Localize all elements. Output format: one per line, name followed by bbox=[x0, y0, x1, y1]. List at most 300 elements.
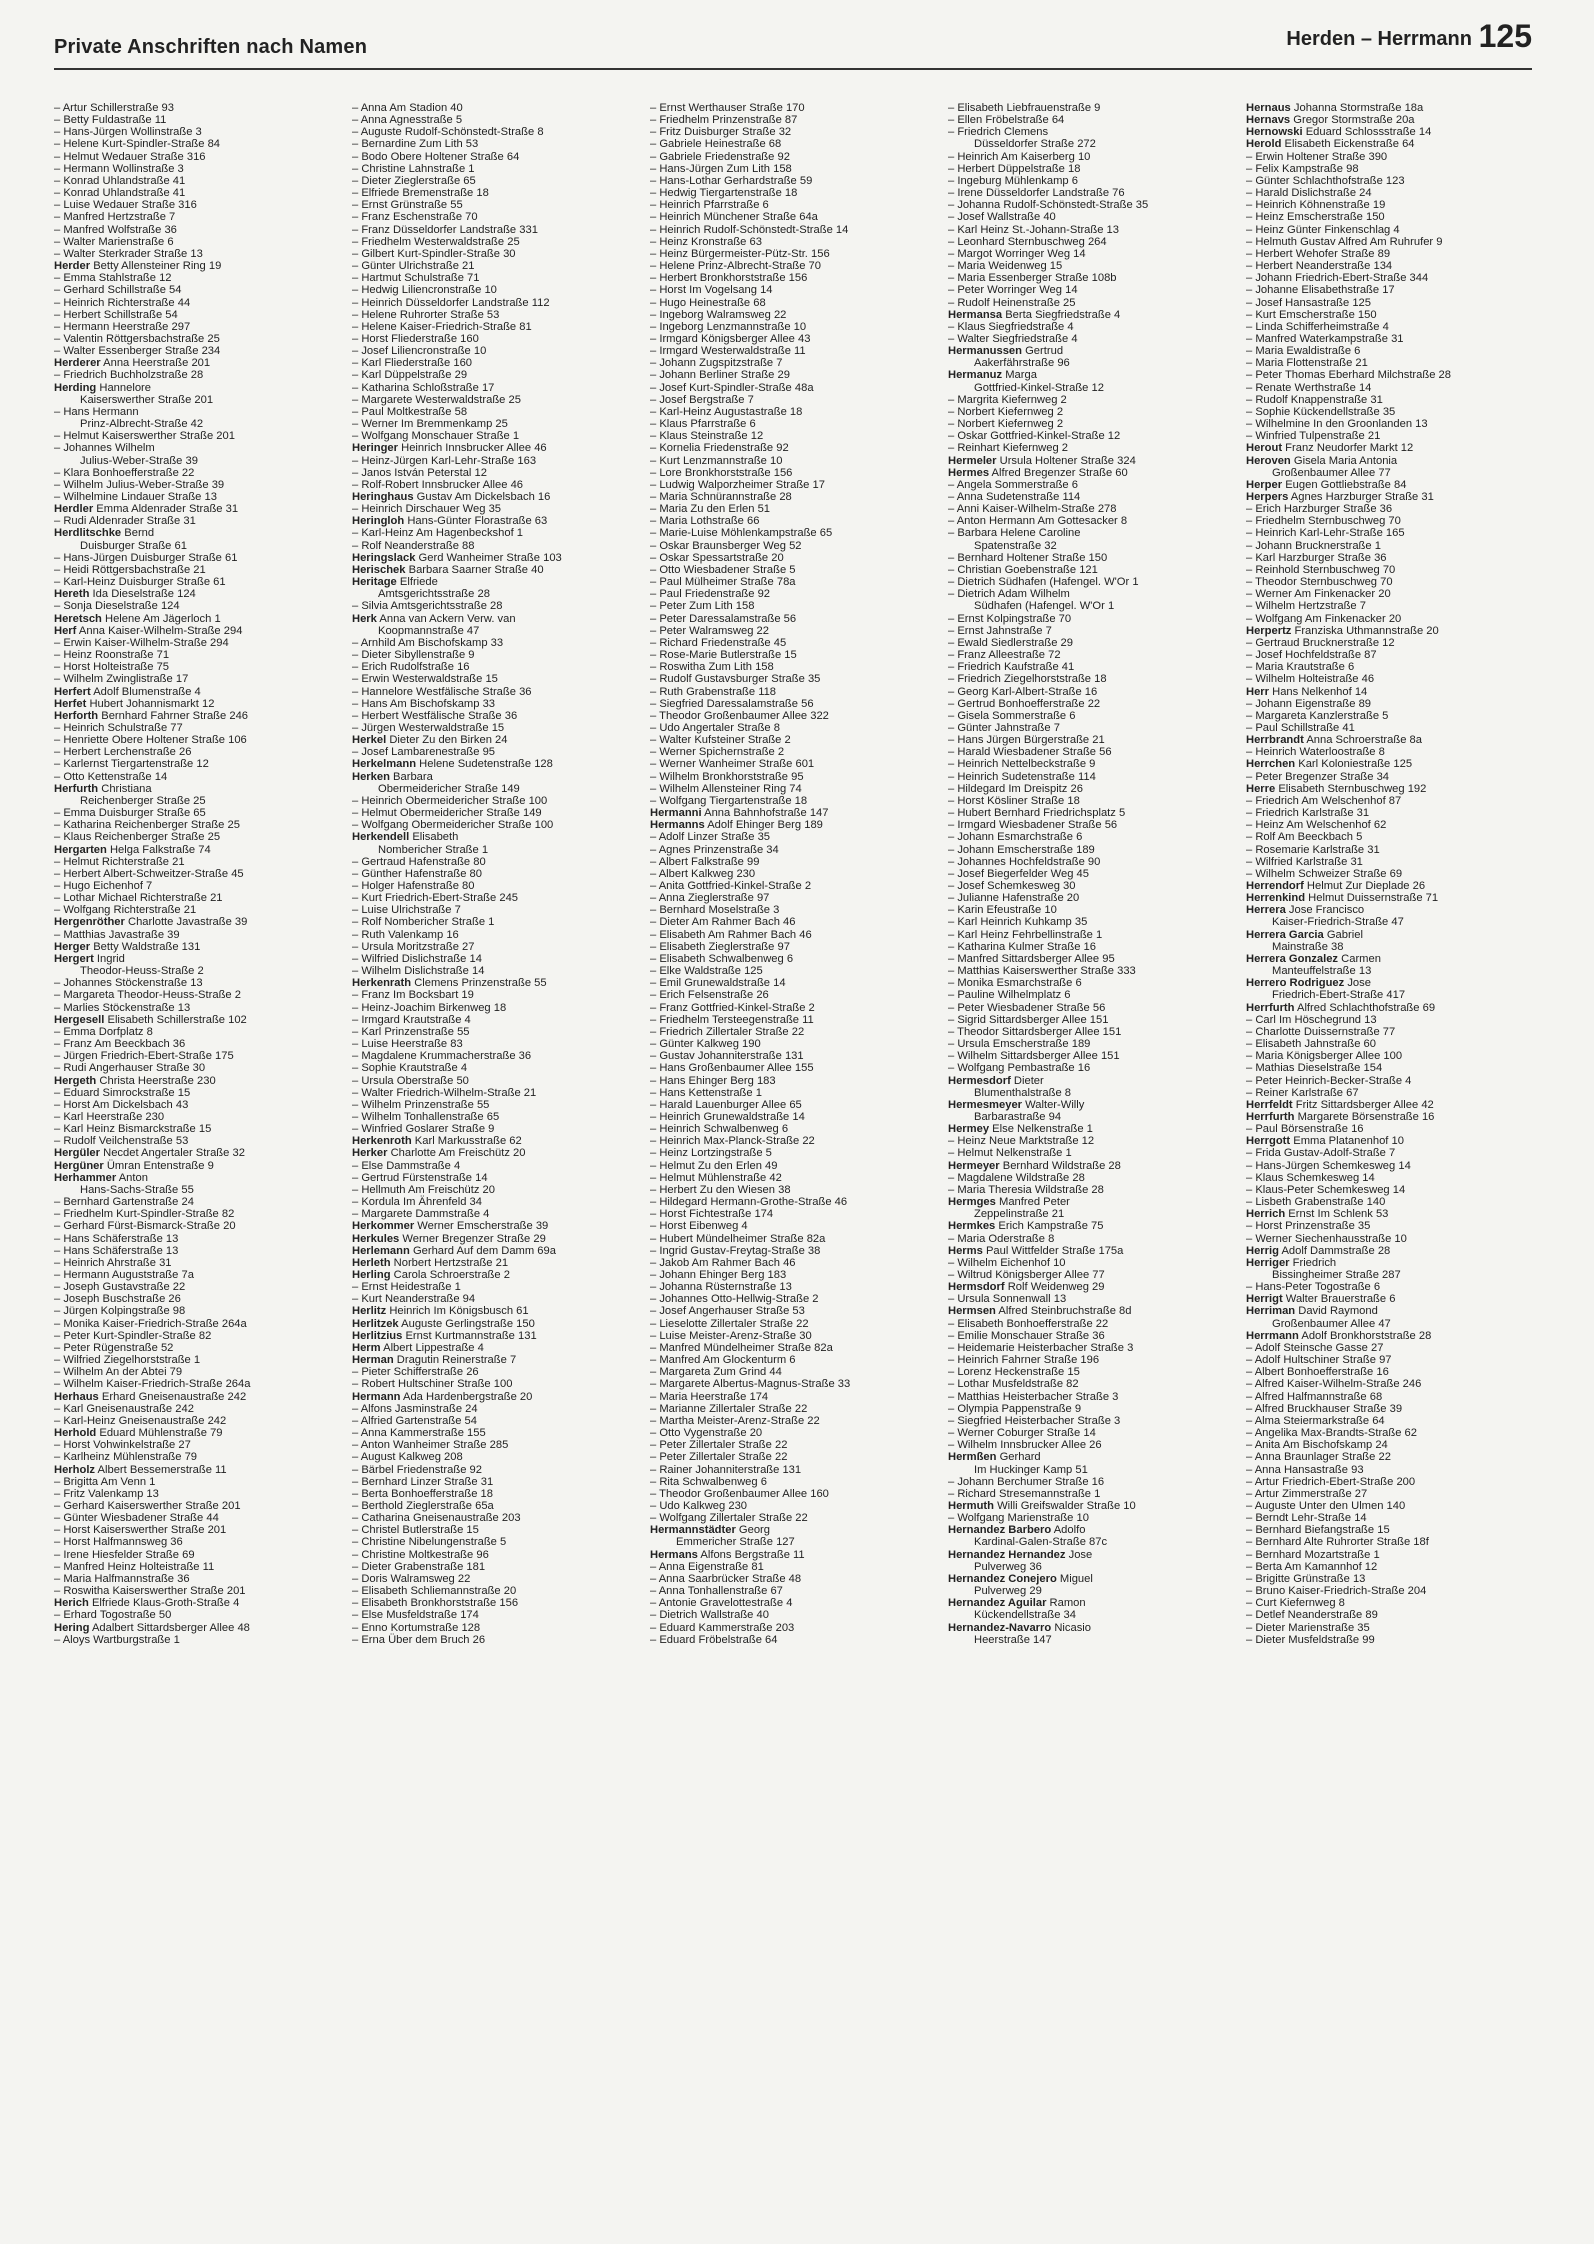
directory-entry bbox=[352, 1026, 644, 1038]
entry-text: – Linda Schifferheimstraße 4 bbox=[1246, 320, 1389, 333]
directory-entry bbox=[54, 1609, 346, 1621]
entry-text: – Hans-Peter Togostraße 6 bbox=[1246, 1281, 1381, 1294]
entry-text: Hannelore bbox=[99, 381, 151, 394]
entry-text: Anna Heerstraße 201 bbox=[103, 357, 211, 370]
directory-entry bbox=[54, 1245, 346, 1257]
entry-text: Friedrich bbox=[1292, 1256, 1337, 1269]
directory-entry bbox=[650, 1002, 942, 1014]
directory-entry-main bbox=[948, 1220, 1240, 1232]
directory-entry bbox=[650, 114, 942, 126]
directory-entry-main bbox=[1246, 102, 1538, 114]
entry-text: – Konrad Uhlandstraße 41 bbox=[54, 187, 186, 200]
entry-text: Dragutin Reinerstraße 7 bbox=[396, 1354, 517, 1367]
entry-text: – Maria Halfmannstraße 36 bbox=[54, 1572, 190, 1585]
entry-text: – Josef Bergstraße 7 bbox=[650, 393, 754, 406]
directory-entry bbox=[352, 661, 644, 673]
surname: Hermsen bbox=[948, 1305, 996, 1318]
directory-entry bbox=[352, 1111, 644, 1123]
entry-text: – Hugo Heinestraße 68 bbox=[650, 296, 766, 309]
surname: Hermanuz bbox=[948, 369, 1003, 382]
directory-entry bbox=[650, 491, 942, 503]
directory-entry bbox=[650, 1305, 942, 1317]
directory-entry bbox=[1246, 284, 1538, 296]
directory-entry bbox=[54, 1002, 346, 1014]
directory-entry bbox=[650, 989, 942, 1001]
directory-entry bbox=[948, 1147, 1240, 1159]
entry-text: – Friedhelm Kurt-Spindler-Straße 82 bbox=[54, 1208, 235, 1221]
entry-text: – Joseph Gustavstraße 22 bbox=[54, 1281, 186, 1294]
entry-text: – Heinrich Obermeidericher Straße 100 bbox=[352, 794, 548, 807]
directory-entry bbox=[650, 710, 942, 722]
directory-entry-continuation bbox=[948, 600, 1240, 612]
directory-entry-main bbox=[948, 467, 1240, 479]
directory-entry bbox=[650, 211, 942, 223]
entry-text: Eduard Mühlenstraße 79 bbox=[99, 1427, 223, 1440]
directory-entry bbox=[948, 1269, 1240, 1281]
entry-text: Elisabeth Eickenstraße 64 bbox=[1284, 138, 1415, 151]
directory-entry bbox=[650, 163, 942, 175]
entry-text: – Berthold Zieglerstraße 65a bbox=[352, 1499, 494, 1512]
entry-text: – Franz Am Beeckbach 36 bbox=[54, 1038, 186, 1051]
entry-text: – Winfried Tulpenstraße 21 bbox=[1246, 430, 1381, 443]
entry-text: – Heinrich Karl-Lehr-Straße 165 bbox=[1246, 527, 1405, 540]
directory-entry bbox=[650, 333, 942, 345]
entry-text: Gerd Wanheimer Straße 103 bbox=[418, 551, 562, 564]
directory-entry bbox=[948, 783, 1240, 795]
directory-entry bbox=[650, 1609, 942, 1621]
entry-text: Zeppelinstraße 21 bbox=[974, 1208, 1065, 1221]
entry-text: Heinrich Im Königsbusch 61 bbox=[389, 1305, 529, 1318]
entry-text: – Alfred Halfmannstraße 68 bbox=[1246, 1390, 1383, 1403]
directory-entry bbox=[352, 1622, 644, 1634]
entry-text: – Herbert Zu den Wiesen 38 bbox=[650, 1183, 791, 1196]
directory-entry-continuation bbox=[54, 965, 346, 977]
directory-entry-main bbox=[1246, 114, 1538, 126]
entry-text: – Georg Karl-Albert-Straße 16 bbox=[948, 685, 1098, 698]
entry-text: Ernst Im Schlenk 53 bbox=[1288, 1208, 1389, 1221]
directory-entry bbox=[1246, 163, 1538, 175]
directory-entry bbox=[948, 771, 1240, 783]
directory-entry bbox=[54, 552, 346, 564]
surname: Herpertz bbox=[1246, 624, 1292, 637]
directory-entry bbox=[54, 819, 346, 831]
entry-text: – Wilhelm Innsbrucker Allee 26 bbox=[948, 1439, 1102, 1452]
directory-entry-main bbox=[352, 552, 644, 564]
entry-text: – Elisabeth Jahnstraße 60 bbox=[1246, 1038, 1376, 1051]
directory-entry bbox=[1246, 1427, 1538, 1439]
directory-entry bbox=[352, 1524, 644, 1536]
entry-text: – Heinrich Grunewaldstraße 14 bbox=[650, 1110, 805, 1123]
directory-entry bbox=[650, 1293, 942, 1305]
directory-entry-main bbox=[54, 1014, 346, 1026]
entry-text: – Johann Esmarchstraße 6 bbox=[948, 831, 1083, 844]
directory-entry bbox=[650, 868, 942, 880]
directory-entry-continuation bbox=[948, 138, 1240, 150]
entry-text: Auguste Gerlingstraße 150 bbox=[401, 1317, 535, 1330]
surname: Herk bbox=[352, 612, 377, 625]
directory-entry bbox=[352, 1062, 644, 1074]
directory-entry bbox=[352, 1123, 644, 1135]
entry-text: – Ernst Jahnstraße 7 bbox=[948, 624, 1052, 637]
surname: Herding bbox=[54, 381, 97, 394]
directory-entry bbox=[1246, 710, 1538, 722]
entry-text: – Walter Friedrich-Wilhelm-Straße 21 bbox=[352, 1086, 537, 1099]
entry-text: – Matthias Kaiserswerther Straße 333 bbox=[948, 965, 1136, 978]
directory-entry bbox=[650, 284, 942, 296]
entry-text: – Herbert Neanderstraße 134 bbox=[1246, 260, 1393, 273]
entry-text: – Walter Siegfriedstraße 4 bbox=[948, 332, 1078, 345]
directory-entry bbox=[352, 527, 644, 539]
entry-text: Ingrid bbox=[96, 952, 125, 965]
entry-text: Ada Hardenbergstraße 20 bbox=[403, 1390, 533, 1403]
entry-text: – Matthias Heisterbacher Straße 3 bbox=[948, 1390, 1119, 1403]
directory-entry bbox=[54, 856, 346, 868]
directory-entry bbox=[650, 175, 942, 187]
directory-entry bbox=[650, 1573, 942, 1585]
entry-text: – Anton Wanheimer Straße 285 bbox=[352, 1439, 509, 1452]
surname: Hermesdorf bbox=[948, 1074, 1011, 1087]
directory-entry bbox=[1246, 1451, 1538, 1463]
entry-text: – Gertrud Bonhoefferstraße 22 bbox=[948, 697, 1101, 710]
directory-entry-continuation bbox=[948, 1208, 1240, 1220]
entry-text: – Oskar Braunsberger Weg 52 bbox=[650, 539, 802, 552]
entry-text: – Rolf Nombericher Straße 1 bbox=[352, 916, 495, 929]
directory-entry bbox=[1246, 406, 1538, 418]
entry-text: – Wilhelm Prinzenstraße 55 bbox=[352, 1098, 490, 1111]
entry-text: – Margareta Theodor-Heuss-Straße 2 bbox=[54, 989, 241, 1002]
entry-text: – Ruth Grabenstraße 118 bbox=[650, 685, 777, 698]
entry-text: – Bärbel Friedenstraße 92 bbox=[352, 1463, 482, 1476]
directory-entry-main bbox=[948, 1123, 1240, 1135]
entry-text: – Günter Wiesbadener Straße 44 bbox=[54, 1512, 219, 1525]
surname: Hermges bbox=[948, 1196, 996, 1209]
directory-entry bbox=[948, 1002, 1240, 1014]
entry-text: – Artur Friedrich-Ebert-Straße 200 bbox=[1246, 1475, 1416, 1488]
directory-entry bbox=[54, 1451, 346, 1463]
directory-entry bbox=[650, 345, 942, 357]
entry-text: Walter-Willy bbox=[1025, 1098, 1085, 1111]
directory-entry bbox=[1246, 1476, 1538, 1488]
directory-entry bbox=[54, 442, 346, 454]
directory-entry bbox=[352, 369, 644, 381]
surname: Herr bbox=[1246, 685, 1270, 698]
surname: Herrenkind bbox=[1246, 892, 1306, 905]
entry-text: – Wilhelm Julius-Weber-Straße 39 bbox=[54, 478, 225, 491]
entry-text: – Gertrud Fürstenstraße 14 bbox=[352, 1171, 488, 1184]
entry-text: – Anna Eigenstraße 81 bbox=[650, 1560, 764, 1573]
directory-entry bbox=[1246, 175, 1538, 187]
directory-entry bbox=[650, 1099, 942, 1111]
surname: Herrera Garcia bbox=[1246, 928, 1324, 941]
directory-entry-main bbox=[352, 1391, 644, 1403]
directory-entry-main bbox=[948, 1196, 1240, 1208]
directory-entry bbox=[650, 758, 942, 770]
directory-entry bbox=[948, 187, 1240, 199]
entry-text: – Harald Wiesbadener Straße 56 bbox=[948, 746, 1112, 759]
directory-entry bbox=[650, 1123, 942, 1135]
entry-text: – Arnhild Am Bischofskamp 33 bbox=[352, 636, 504, 649]
directory-entry bbox=[54, 1549, 346, 1561]
directory-entry bbox=[54, 333, 346, 345]
directory-entry bbox=[948, 333, 1240, 345]
directory-entry bbox=[352, 102, 644, 114]
directory-entry bbox=[54, 309, 346, 321]
entry-text: – Karl Heinz Bismarckstraße 15 bbox=[54, 1123, 212, 1136]
directory-entry-main bbox=[352, 1147, 644, 1159]
entry-text: – Rosemarie Karlstraße 31 bbox=[1246, 843, 1380, 856]
entry-text: Manteuffelstraße 13 bbox=[1272, 965, 1372, 978]
surname: Heritage bbox=[352, 576, 397, 589]
entry-text: – Angela Sommerstraße 6 bbox=[948, 478, 1078, 491]
directory-entry bbox=[650, 394, 942, 406]
entry-text: Amtsgerichtsstraße 28 bbox=[378, 588, 490, 601]
entry-text: – Theodor Sternbuschweg 70 bbox=[1246, 576, 1393, 589]
directory-entry bbox=[650, 783, 942, 795]
entry-text: Ernst Kurtmannstraße 131 bbox=[405, 1329, 537, 1342]
directory-entry-main bbox=[650, 1524, 942, 1536]
entry-text: – Wilhelm Sittardsberger Allee 151 bbox=[948, 1050, 1120, 1063]
entry-text: Jose bbox=[1068, 1548, 1093, 1561]
directory-entry bbox=[948, 272, 1240, 284]
directory-entry-main bbox=[1246, 625, 1538, 637]
entry-text: – Klaus Steinstraße 12 bbox=[650, 430, 764, 443]
entry-text: Franz Neudorfer Markt 12 bbox=[1285, 442, 1414, 455]
entry-text: – Günter Schlachthofstraße 123 bbox=[1246, 174, 1405, 187]
entry-text: – Heinz Am Welschenhof 62 bbox=[1246, 819, 1387, 832]
directory-entry bbox=[54, 1439, 346, 1451]
directory-entry bbox=[352, 333, 644, 345]
entry-text: Carola Schroerstraße 2 bbox=[393, 1269, 510, 1281]
entry-text: – Ursula Oberstraße 50 bbox=[352, 1074, 469, 1087]
directory-entry bbox=[54, 345, 346, 357]
entry-text: – Betty Fuldastraße 11 bbox=[54, 114, 167, 127]
directory-entry bbox=[352, 856, 644, 868]
entry-text: – Kurt Neanderstraße 94 bbox=[352, 1293, 476, 1306]
surname: Hermsdorf bbox=[948, 1281, 1005, 1294]
directory-column-1 bbox=[54, 102, 346, 2222]
entry-text: – Dietrich Wallstraße 40 bbox=[650, 1609, 769, 1622]
entry-text: – Hermann Heerstraße 297 bbox=[54, 320, 191, 333]
surname: Hereth bbox=[54, 588, 90, 601]
directory-entry-main bbox=[352, 1220, 644, 1232]
entry-text: – Horst Kösliner Straße 18 bbox=[948, 794, 1080, 807]
directory-entry bbox=[650, 1281, 942, 1293]
directory-entry-main bbox=[352, 831, 644, 843]
entry-text: Großenbaumer Allee 47 bbox=[1272, 1317, 1391, 1330]
entry-text: – Friedrich Am Welschenhof 87 bbox=[1246, 794, 1402, 807]
directory-entry bbox=[352, 929, 644, 941]
entry-text: – Hans Hermann bbox=[54, 405, 139, 418]
entry-text: – Hans Ehinger Berg 183 bbox=[650, 1074, 776, 1087]
entry-text: – Pieter Schifferstraße 26 bbox=[352, 1366, 479, 1379]
entry-text: Margarete Börsenstraße 16 bbox=[1297, 1110, 1435, 1123]
directory-entry bbox=[352, 710, 644, 722]
entry-text: – Karl Heinz Fehrbellinstraße 1 bbox=[948, 928, 1103, 941]
directory-entry bbox=[948, 248, 1240, 260]
directory-entry bbox=[650, 309, 942, 321]
directory-entry-main bbox=[1246, 1099, 1538, 1111]
directory-entry-main bbox=[1246, 455, 1538, 467]
entry-text: – Ernst Werthauser Straße 170 bbox=[650, 102, 805, 114]
entry-text: – Karl Heerstraße 230 bbox=[54, 1110, 165, 1123]
entry-text: – Gerhard Kaiserswerther Straße 201 bbox=[54, 1499, 241, 1512]
surname: Herms bbox=[948, 1244, 983, 1257]
entry-text: – Bernhard Holtener Straße 150 bbox=[948, 551, 1108, 564]
directory-entry bbox=[948, 1172, 1240, 1184]
entry-text: Erhard Gneisenaustraße 242 bbox=[101, 1390, 247, 1403]
entry-text: – Johannes Hochfeldstraße 90 bbox=[948, 855, 1101, 868]
directory-entry bbox=[948, 1257, 1240, 1269]
directory-entry bbox=[650, 1366, 942, 1378]
surname: Herrgott bbox=[1246, 1135, 1291, 1148]
directory-entry bbox=[650, 151, 942, 163]
entry-text: Dieter Zu den Birken 24 bbox=[389, 734, 508, 747]
directory-entry bbox=[54, 321, 346, 333]
directory-entry-main bbox=[1246, 880, 1538, 892]
entry-text: – Lothar Musfeldstraße 82 bbox=[948, 1378, 1079, 1391]
surname: Hering bbox=[54, 1621, 90, 1634]
directory-entry bbox=[948, 564, 1240, 576]
entry-text: – Dietrich Adam Wilhelm bbox=[948, 588, 1070, 601]
directory-entry bbox=[54, 1196, 346, 1208]
entry-text: Elisabeth Schillerstraße 102 bbox=[107, 1013, 247, 1026]
entry-text: – Wilhelm Bronkhorststraße 95 bbox=[650, 770, 804, 783]
entry-text: Aakerfährstraße 96 bbox=[974, 357, 1070, 370]
directory-entry bbox=[650, 892, 942, 904]
directory-entry bbox=[352, 1609, 644, 1621]
surname: Hernaus bbox=[1246, 102, 1291, 114]
directory-entry bbox=[54, 1269, 346, 1281]
entry-text: – Julianne Hafenstraße 20 bbox=[948, 892, 1080, 905]
entry-text: Charlotte Javastraße 39 bbox=[127, 916, 248, 929]
directory-entry bbox=[948, 503, 1240, 515]
entry-text: – Ellen Fröbelstraße 64 bbox=[948, 114, 1065, 127]
entry-text: – Gertraud Hafenstraße 80 bbox=[352, 855, 486, 868]
directory-entry bbox=[352, 1427, 644, 1439]
entry-text: – Renate Werthstraße 14 bbox=[1246, 381, 1372, 394]
entry-text: – Helene Ruhrorter Straße 53 bbox=[352, 308, 500, 321]
directory-entry-main bbox=[1246, 1257, 1538, 1269]
entry-text: – Erwin Kaiser-Wilhelm-Straße 294 bbox=[54, 636, 229, 649]
directory-entry bbox=[54, 211, 346, 223]
entry-text: – Charlotte Duissernstraße 77 bbox=[1246, 1025, 1396, 1038]
entry-text: – Karl Gneisenaustraße 242 bbox=[54, 1402, 194, 1415]
directory-entry bbox=[54, 175, 346, 187]
directory-entry bbox=[352, 540, 644, 552]
entry-text: – Peter Worringer Weg 14 bbox=[948, 284, 1078, 297]
entry-text: – Helmut Richterstraße 21 bbox=[54, 855, 185, 868]
directory-entry bbox=[948, 1354, 1240, 1366]
surname: Herrich bbox=[1246, 1208, 1286, 1221]
surname: Herger bbox=[54, 940, 91, 953]
directory-entry bbox=[352, 479, 644, 491]
entry-text: – Josef Hochfeldstraße 87 bbox=[1246, 649, 1377, 662]
directory-entry-continuation bbox=[948, 540, 1240, 552]
directory-entry bbox=[1246, 1050, 1538, 1062]
surname: Heringloh bbox=[352, 515, 405, 528]
entry-text: – Helmut Zu den Erlen 49 bbox=[650, 1159, 778, 1172]
entry-text: – Dieter Am Rahmer Bach 46 bbox=[650, 916, 796, 929]
entry-text: – Berta Bonhoefferstraße 18 bbox=[352, 1487, 493, 1500]
entry-text: Nombericher Straße 1 bbox=[378, 843, 489, 856]
directory-entry-main bbox=[54, 357, 346, 369]
surname: Hermesmeyer bbox=[948, 1098, 1023, 1111]
directory-entry bbox=[650, 272, 942, 284]
entry-text: – Manfred Waterkampstraße 31 bbox=[1246, 332, 1404, 345]
directory-entry bbox=[650, 1415, 942, 1427]
entry-text: Fritz Sittardsberger Allee 42 bbox=[1295, 1098, 1434, 1111]
entry-text: – Horst Vohwinkelstraße 27 bbox=[54, 1439, 191, 1452]
directory-entry bbox=[1246, 1622, 1538, 1634]
entry-text: Anton bbox=[118, 1171, 148, 1184]
surname: Hermannstädter bbox=[650, 1524, 736, 1537]
directory-entry-main bbox=[54, 1075, 346, 1087]
entry-text: – Alfred Bruckhauser Straße 39 bbox=[1246, 1402, 1403, 1415]
entry-text: Gisela Maria Antonia bbox=[1293, 454, 1398, 467]
directory-entry bbox=[1246, 1123, 1538, 1135]
directory-entry bbox=[1246, 272, 1538, 284]
entry-text: Barbara bbox=[393, 770, 433, 783]
directory-entry bbox=[650, 661, 942, 673]
entry-text: – Helmut Wedauer Straße 316 bbox=[54, 150, 206, 163]
directory-entry bbox=[352, 1585, 644, 1597]
entry-text: – Horst Prinzenstraße 35 bbox=[1246, 1220, 1371, 1233]
directory-entry bbox=[650, 1233, 942, 1245]
directory-entry-continuation bbox=[352, 783, 644, 795]
surname: Herken bbox=[352, 770, 390, 783]
directory-entry bbox=[54, 1366, 346, 1378]
entry-text: Necdet Angertaler Straße 32 bbox=[103, 1147, 245, 1160]
directory-entry bbox=[948, 673, 1240, 685]
directory-entry bbox=[1246, 868, 1538, 880]
entry-text: – Rudi Angerhauser Straße 30 bbox=[54, 1062, 206, 1075]
entry-text: – Richard Friedenstraße 45 bbox=[650, 636, 787, 649]
directory-entry bbox=[54, 1536, 346, 1548]
directory-entry bbox=[352, 1439, 644, 1451]
entry-text: – August Kalkweg 208 bbox=[352, 1451, 463, 1464]
directory-entry bbox=[352, 418, 644, 430]
directory-entry-main bbox=[1246, 734, 1538, 746]
entry-text: – Maria Krautstraße 6 bbox=[1246, 661, 1355, 674]
entry-text: Helene Sudetenstraße 128 bbox=[419, 758, 553, 771]
entry-text: – Helmut Mühlenstraße 42 bbox=[650, 1171, 782, 1184]
directory-entry bbox=[54, 187, 346, 199]
entry-text: Manfred Peter bbox=[999, 1196, 1070, 1209]
entry-text: – Katharina Kulmer Straße 16 bbox=[948, 940, 1096, 953]
entry-text: – Hubert Bernhard Friedrichsplatz 5 bbox=[948, 807, 1126, 820]
entry-text: – Gisela Sommerstraße 6 bbox=[948, 709, 1076, 722]
directory-entry bbox=[650, 1135, 942, 1147]
entry-text: – Hildegard Hermann-Grothe-Straße 46 bbox=[650, 1196, 848, 1209]
directory-entry bbox=[54, 369, 346, 381]
directory-entry bbox=[54, 1634, 346, 1646]
directory-entry-main bbox=[948, 1500, 1240, 1512]
directory-entry bbox=[948, 576, 1240, 588]
entry-text: – Brigitta Am Venn 1 bbox=[54, 1475, 156, 1488]
directory-entry-main bbox=[948, 1160, 1240, 1172]
directory-entry bbox=[1246, 236, 1538, 248]
entry-text: – Gerhard Schillstraße 54 bbox=[54, 284, 182, 297]
entry-text: – Roswitha Kaiserswerther Straße 201 bbox=[54, 1585, 246, 1598]
surname: Herderer bbox=[54, 357, 101, 370]
entry-text: – Gabriele Friedenstraße 92 bbox=[650, 150, 790, 163]
directory-entry-main bbox=[1246, 1208, 1538, 1220]
entry-text: – Manfred Wolfstraße 36 bbox=[54, 223, 177, 236]
directory-entry bbox=[54, 479, 346, 491]
entry-text: – Roswitha Zum Lith 158 bbox=[650, 661, 774, 674]
entry-text: – Heinrich Max-Planck-Straße 22 bbox=[650, 1135, 815, 1148]
directory-entry bbox=[54, 1220, 346, 1232]
